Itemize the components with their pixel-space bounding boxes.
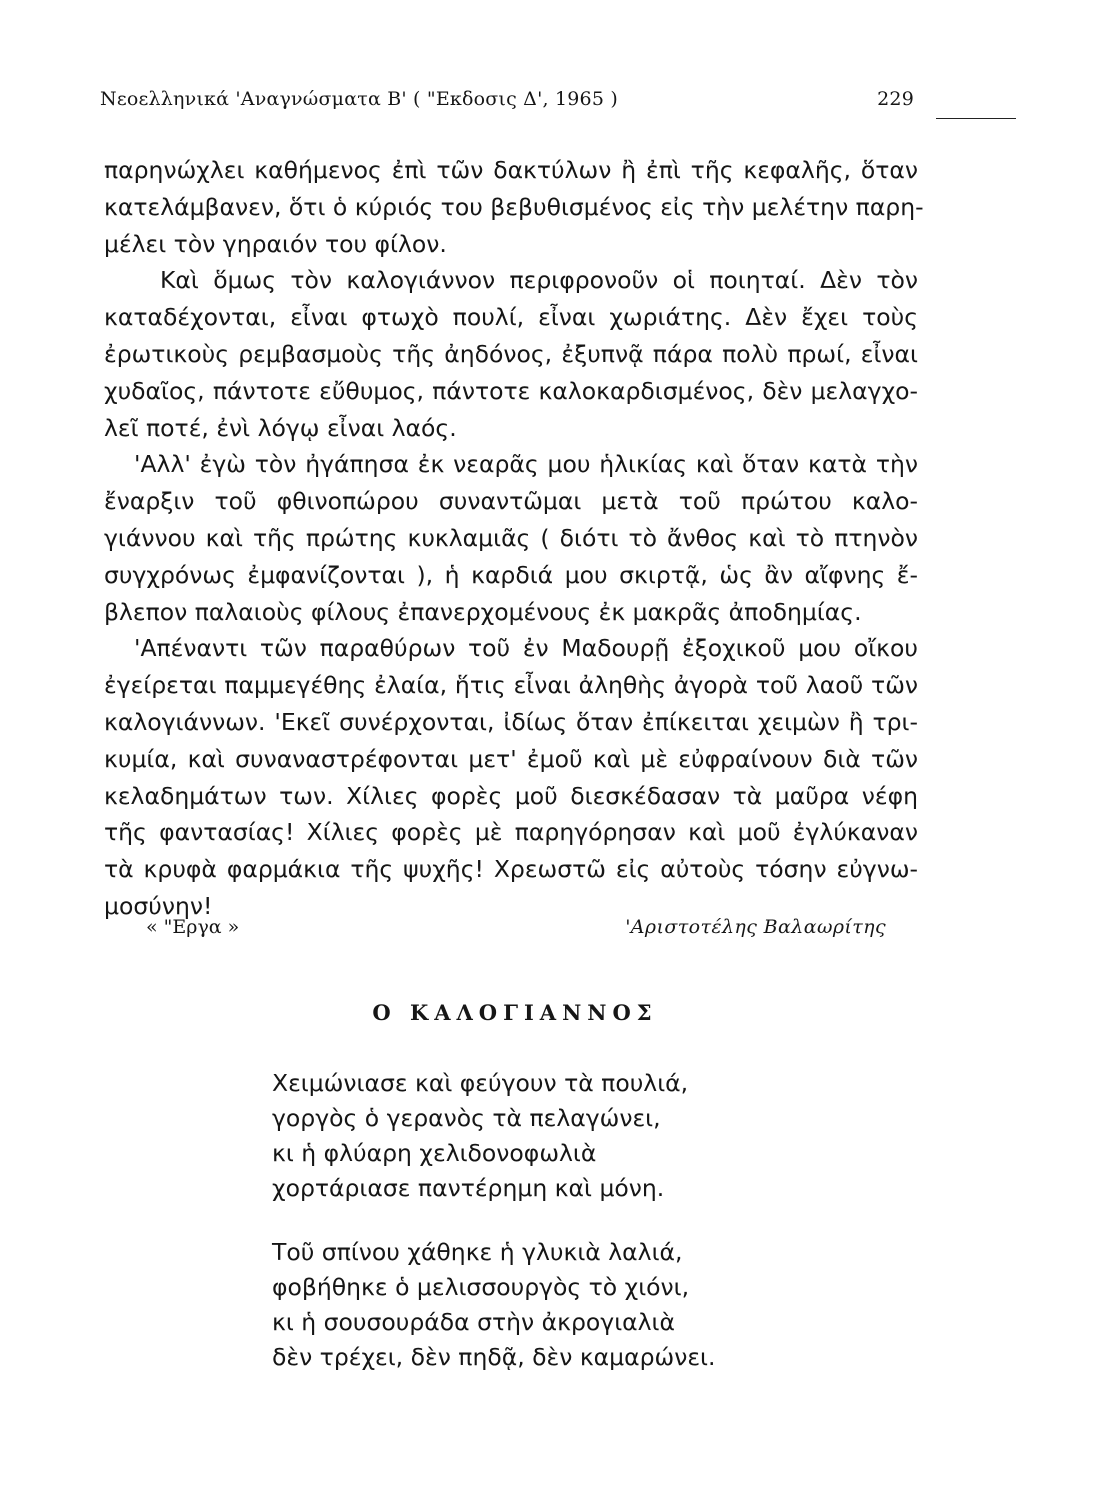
prose-line: τὰ κρυφὰ φαρμάκια τῆς ψυχῆς! Χρεωστῶ εἰς αὐτοὺς τόσην εὐγνω- [104, 855, 918, 884]
verse-line: γοργὸς ὁ γερανὸς τὰ πελαγώνει, [272, 1104, 661, 1132]
prose-line: ἔναρξιν τοῦ φθινοπώρου συναντῶμαι μετὰ τοῦ πρώτου καλο- [104, 487, 918, 516]
prose-line: χυδαῖος, πάντοτε εὔθυμος, πάντοτε καλοκαρδισμένος, δὲν μελαγχο- [104, 376, 918, 405]
prose-line: γιάννου καὶ τῆς πρώτης κυκλαμιᾶς ( διότι τὸ ἄνθος καὶ τὸ πτηνὸν [104, 523, 918, 552]
prose-body [104, 152, 924, 925]
prose-line: παρηνώχλει καθήμενος ἐπὶ τῶν δακτύλων ἢ ἐπὶ τῆς κεφαλῆς, ὅταν [104, 156, 918, 184]
verse-line: χορτάριασε παντέρημη καὶ μόνη. [272, 1174, 665, 1202]
poem-stanza-1 [272, 1066, 792, 1206]
running-header [100, 88, 918, 122]
prose-line: τῆς φαντασίας! Χίλιες φορὲς μὲ παρηγόρησαν καὶ μοῦ ἐγλύκαναν [104, 818, 918, 847]
prose-line: λεῖ ποτέ, ἐνὶ λόγῳ εἶναι λαός. [104, 413, 457, 442]
attribution [146, 916, 886, 948]
prose-line: κυμία, καὶ συναναστρέφονται μετ' ἐμοῦ καὶ μὲ εὐφραίνουν διὰ τῶν [104, 744, 918, 773]
prose-line: 'Απέναντι τῶν παραθύρων τοῦ ἐν Μαδουρῇ ἐξοχικοῦ μου οἴκου [134, 634, 918, 663]
page-number: 229 [877, 88, 914, 110]
prose-line: Καὶ ὅμως τὸν καλογιάννον περιφρονοῦν οἱ ποιηταί. Δὲν τὸν [160, 266, 918, 295]
running-title: Νεοελληνικά 'Αναγνώσματα Β' ( "Εκδοσις Δ', 1965 ) [100, 88, 618, 110]
prose-line: μοσύνην! [104, 891, 213, 920]
prose-line: ἐγείρεται παμμεγέθης ἐλαία, ἥτις εἶναι ἀληθὴς ἀγορὰ τοῦ λαοῦ τῶν [104, 671, 918, 700]
verse-line: κι ἡ φλύαρη χελιδονοφωλιὰ [272, 1139, 597, 1167]
verse-line: κι ἡ σουσουράδα στὴν ἀκρογιαλιὰ [272, 1308, 675, 1336]
header-rule [936, 118, 1016, 119]
prose-line: βλεπον παλαιοὺς φίλους ἐπανερχομένους ἐκ μακρᾶς ἀποδημίας. [104, 597, 862, 626]
prose-line: καταδέχονται, εἶναι φτωχὸ πουλί, εἶναι χωριάτης. Δὲν ἔχει τοὺς [104, 303, 918, 332]
poem-stanza-2 [272, 1235, 792, 1375]
verse-line: δὲν τρέχει, δὲν πηδᾷ, δὲν καμαρώνει. [272, 1343, 716, 1371]
author-name: 'Αριστοτέλης Βαλαωρίτης [625, 916, 886, 938]
prose-line: μέλει τὸν γηραιόν του φίλον. [104, 229, 447, 258]
prose-line: κατελάμβανεν, ὅτι ὁ κύριός του βεβυθισμένος εἰς τὴν μελέτην παρη- [104, 192, 924, 221]
prose-line: καλογιάννων. 'Εκεῖ συνέρχονται, ἰδίως ὅταν ἐπίκειται χειμὼν ἢ τρι- [104, 707, 918, 736]
prose-line: ἐρωτικοὺς ρεμβασμοὺς τῆς ἀηδόνος, ἐξυπνᾷ πάρα πολὺ πρωί, εἶναι [104, 339, 918, 368]
prose-line: 'Αλλ' ἐγὼ τὸν ἠγάπησα ἐκ νεαρᾶς μου ἡλικίας καὶ ὅταν κατὰ τὴν [134, 450, 918, 479]
poem-title: Ο ΚΑΛΟΓΙΑΝΝΟΣ [372, 1000, 658, 1025]
prose-line: κελαδημάτων των. Χίλιες φορὲς μοῦ διεσκέδασαν τὰ μαῦρα νέφη [104, 781, 918, 810]
prose-line: συγχρόνως ἐμφανίζονται ), ἡ καρδιά μου σκιρτᾷ, ὡς ἂν αἴφνης ἔ- [104, 560, 918, 589]
verse-line: Χειμώνιασε καὶ φεύγουν τὰ πουλιά, [272, 1069, 689, 1097]
source-work: « "Εργα » [146, 916, 240, 938]
verse-line: φοβήθηκε ὁ μελισσουργὸς τὸ χιόνι, [272, 1273, 690, 1301]
verse-line: Τοῦ σπίνου χάθηκε ἡ γλυκιὰ λαλιά, [272, 1238, 683, 1266]
